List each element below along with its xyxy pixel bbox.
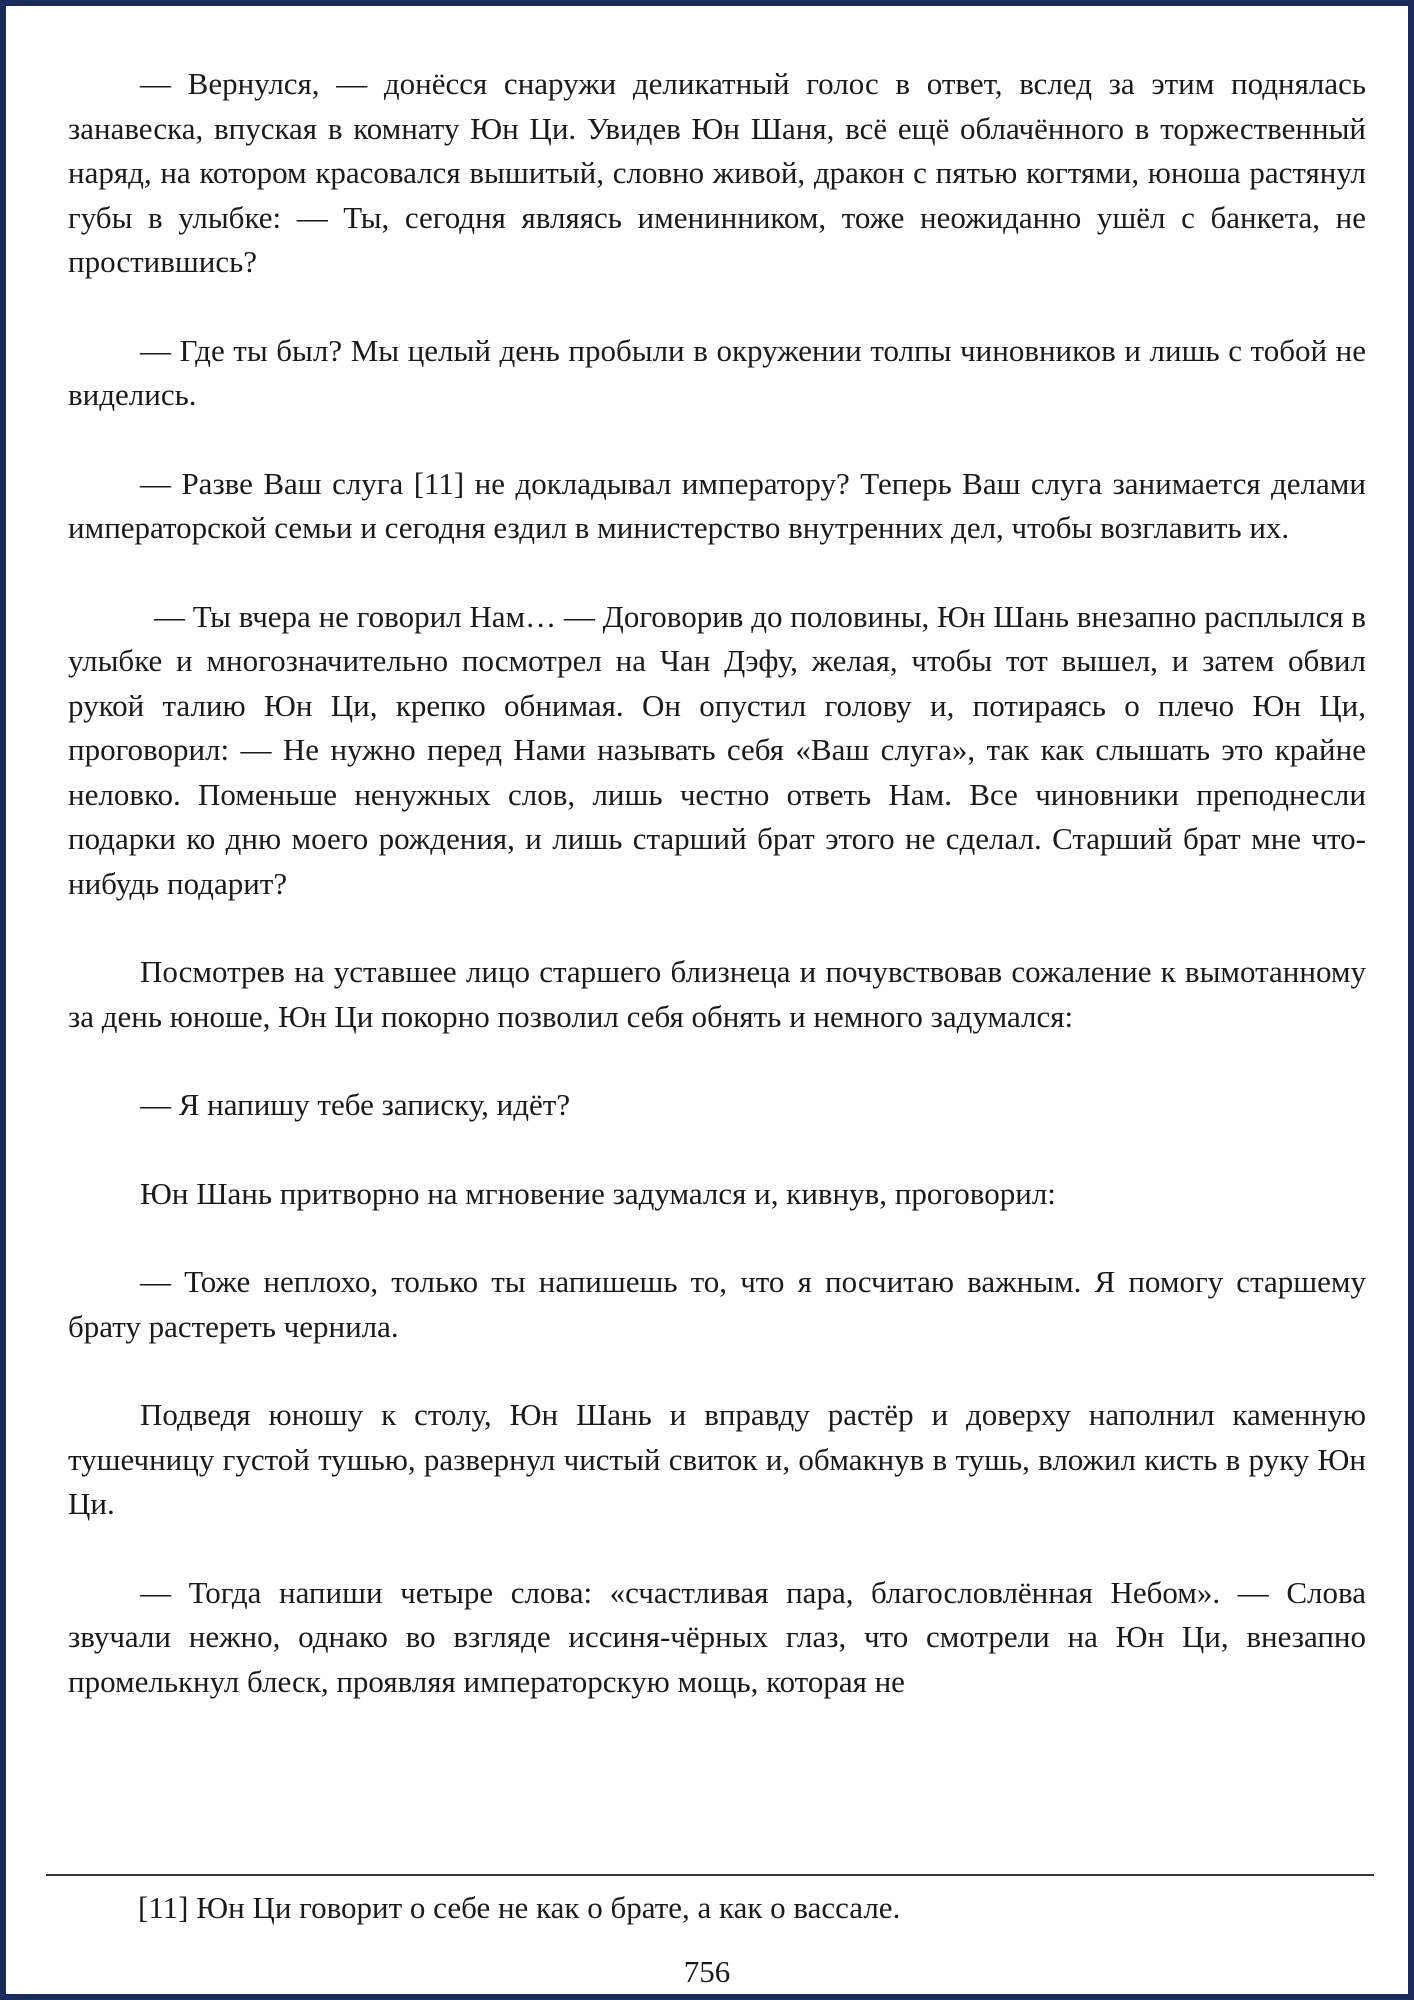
paragraph-6: — Я напишу тебе записку, идёт? <box>140 1087 571 1122</box>
page-body <box>68 62 1366 1704</box>
paragraph-10: — Тогда напиши четыре слова: «счастливая пара, благословлённая Небом». — Слова звучали нежно, однако во взгляде иссиня-чёрных глаз, что смотрели на Юн Ци, внезапно промелькнул блеск, проявляя императорскую мощь, которая не <box>68 1574 1366 1699</box>
paragraph-5: Посмотрев на уставшее лицо старшего близнеца и почувствовав сожаление к вымотанному за день юноше, Юн Ци покорно позволил себя обнять и немного задумался: <box>68 954 1366 1034</box>
paragraph-1: — Вернулся, — донёсся снаружи деликатный голос в ответ, вслед за этим поднялась занавеска, впуская в комнату Юн Ци. Увидев Юн Шаня, всё ещё облачённого в торжественный наряд, на котором красовался вышитый, словно живой, дракон с пятью когтями, юноша растянул губы в улыбке: — Ты, сегодня являясь именинником, тоже неожиданно ушёл с банкета, не простившись? <box>68 66 1366 279</box>
paragraph-8: — Тоже неплохо, только ты напишешь то, что я посчитаю важным. Я помогу старшему брату растереть чернила. <box>68 1264 1366 1344</box>
paragraph-4: — Ты вчера не говорил Нам… — Договорив до половины, Юн Шань внезапно расплылся в улыбке и многозначительно посмотрел на Чан Дэфу, желая, чтобы тот вышел, и затем обвил рукой талию Юн Ци, крепко обнимая. Он опустил голову и, потираясь о плечо Юн Ци, проговорил: — Не нужно перед Нами называть себя «Ваш слуга», так как слышать это крайне неловко. Поменьше ненужных слов, лишь честно ответь Нам. Все чиновники преподнесли подарки ко дню моего рождения, и лишь старший брат этого не сделал. Старший брат мне что-нибудь подарит? <box>68 598 1366 901</box>
page-number: 756 <box>683 1954 731 1989</box>
paragraph-2: — Где ты был? Мы целый день пробыли в окружении толпы чиновников и лишь с тобой не виделись. <box>68 332 1366 412</box>
paragraph-3: — Разве Ваш слуга [11] не докладывал императору? Теперь Ваш слуга занимается делами императорской семьи и сегодня ездил в министерство внутренних дел, чтобы возглавить их. <box>68 465 1366 545</box>
paragraph-7: Юн Шань притворно на мгновение задумался и, кивнув, проговорил: <box>140 1175 1056 1211</box>
footnote: [11] Юн Ци говорит о себе не как о брате, а как о вассале. <box>138 1890 901 1925</box>
footnote-divider <box>46 1874 1374 1876</box>
paragraph-9: Подведя юношу к столу, Юн Шань и вправду растёр и доверху наполнил каменную тушечницу густой тушью, развернул чистый свиток и, обмакнув в тушь, вложил кисть в руку Юн Ци. <box>68 1397 1366 1521</box>
